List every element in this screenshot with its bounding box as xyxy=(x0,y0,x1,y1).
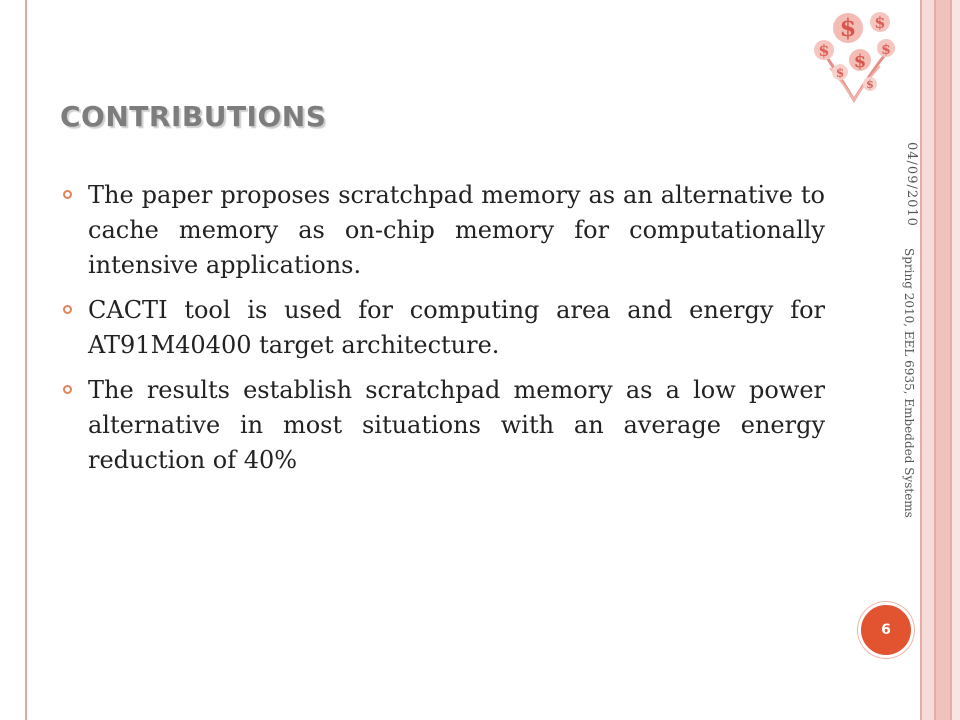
bullet-item xyxy=(60,178,825,283)
svg-text:$: $ xyxy=(866,78,874,91)
side-course-label: Spring 2010, EEL 6935, Embedded Systems xyxy=(902,248,916,518)
bullet-item xyxy=(60,373,825,478)
svg-text:$: $ xyxy=(874,13,886,32)
page-number-badge xyxy=(858,602,914,658)
band-stripe xyxy=(952,0,960,720)
bullet-item xyxy=(60,293,825,363)
left-border-rule xyxy=(0,0,27,720)
bullet-text: The paper proposes scratchpad memory as an alternative to cache memory as on-chip memory for computationally intensive applications. xyxy=(88,181,825,279)
band-stripe xyxy=(922,0,934,720)
bullet-text: The results establish scratchpad memory as a low power alternative in most situations with an average energy reduction of 40% xyxy=(88,376,825,474)
svg-text:$: $ xyxy=(818,41,830,60)
hollow-circle-bullet-icon xyxy=(63,385,72,394)
hollow-circle-bullet-icon xyxy=(63,190,72,199)
slide-title: CONTRIBUTIONS xyxy=(60,100,327,133)
bullet-text: CACTI tool is used for computing area and energy for AT91M40400 target architecture. xyxy=(88,296,825,359)
side-date-label: 04/09/2010 xyxy=(904,142,919,227)
svg-text:$: $ xyxy=(853,51,867,72)
bullet-list xyxy=(60,178,825,488)
svg-text:$: $ xyxy=(835,66,845,80)
hollow-circle-bullet-icon xyxy=(63,305,72,314)
band-stripe xyxy=(936,0,950,720)
svg-text:$: $ xyxy=(839,13,857,42)
page-number: 6 xyxy=(881,622,891,638)
right-decorative-band xyxy=(920,0,960,720)
dollar-signs-icon xyxy=(804,4,904,106)
svg-text:$: $ xyxy=(881,42,891,58)
